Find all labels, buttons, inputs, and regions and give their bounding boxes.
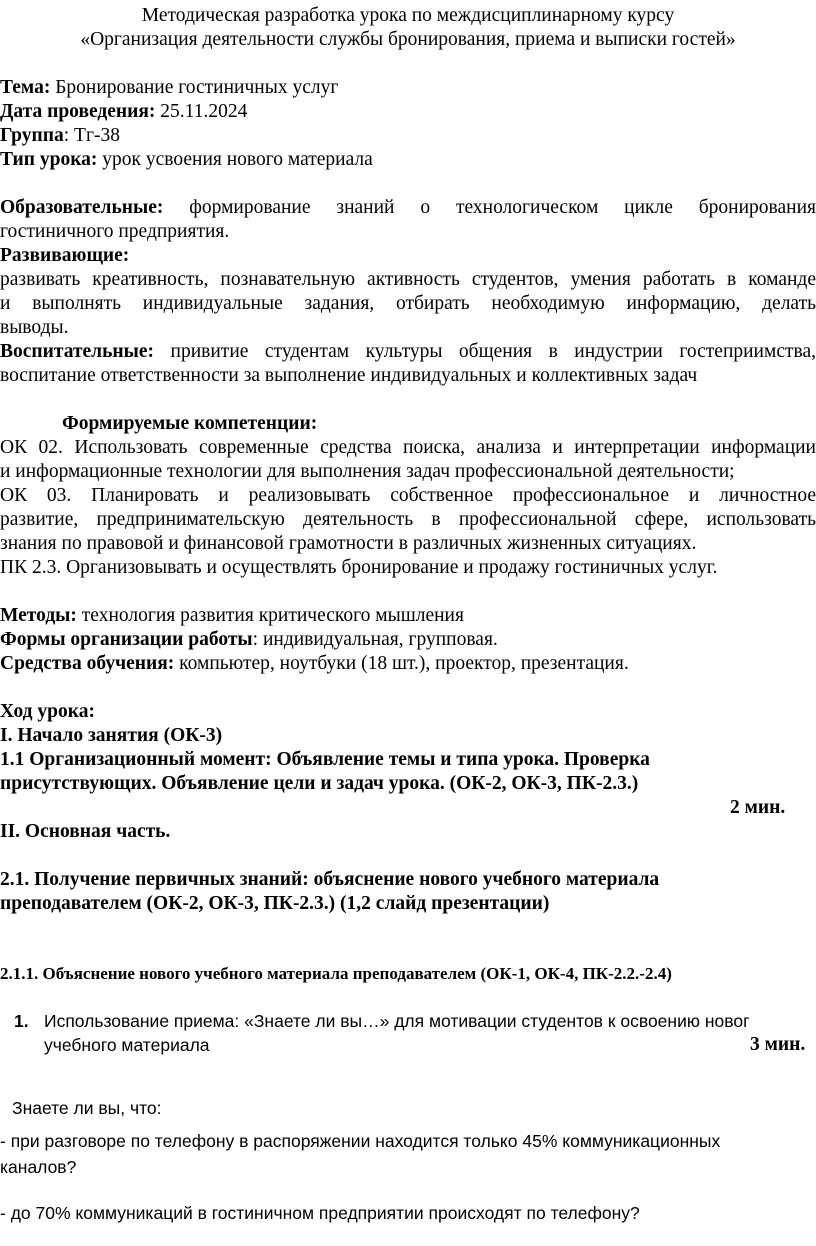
- group-line: [0, 124, 120, 148]
- topic-line: [0, 76, 338, 100]
- ok03-line-2: развитие, предпринимательскую деятельность в профессиональной сфере, использовать: [0, 509, 816, 530]
- section-2-1-line-2: преподавателем (ОК-2, ОК-3, ПК-2.3.) (1,2 слайд презентации): [0, 893, 550, 914]
- ok03-line-1: ОК 03. Планировать и реализовывать собственное профессиональное и личностное: [0, 485, 816, 506]
- group-value: : Тг-38: [63, 125, 120, 146]
- lesson-type-value: урок усвоения нового материала: [97, 149, 373, 170]
- fact-1-line-2: каналов?: [0, 1157, 77, 1177]
- dev-goal-line-3: выводы.: [0, 317, 69, 338]
- ok02-line-2: и информационные технологии для выполнения задач профессиональной деятельности;: [0, 461, 735, 482]
- section-1-1-line-1: 1.1 Организационный момент: Объявление темы и типа урока. Проверка: [0, 749, 650, 770]
- section-2-1-line-1: 2.1. Получение первичных знаний: объяснение нового учебного материала: [0, 869, 660, 890]
- lesson-type-line: [0, 148, 373, 172]
- topic-value: Бронирование гостиничных услуг: [50, 77, 339, 98]
- ok02-line-1: ОК 02. Использовать современные средства поиска, анализа и интерпретации информации: [0, 437, 816, 458]
- header-line-2: «Организация деятельности службы бронирования, приема и выписки гостей»: [80, 29, 736, 50]
- upb-goal-label: Воспитательные:: [0, 341, 155, 362]
- methods-label: Методы:: [0, 605, 77, 626]
- edu-goal-line-1: Образовательные: формирование знаний о технологическом цикле бронирования: [0, 197, 816, 218]
- group-label: Группа: [0, 125, 64, 146]
- pk23-line: ПК 2.3. Организовывать и осуществлять бронирование и продажу гостиничных услуг.: [0, 557, 718, 578]
- ok03-line-3: знания по правовой и финансовой грамотности в различных жизненных ситуациях.: [0, 533, 697, 554]
- part-1-heading: I. Начало занятия (ОК-3): [0, 725, 223, 746]
- item-1-line-2: учебного материала: [44, 1035, 210, 1055]
- lesson-flow-title: Ход урока:: [0, 701, 95, 722]
- item-1-line-1: Использование приема: «Знаете ли вы…» для мотивации студентов к освоению новог: [44, 1011, 750, 1031]
- item-1-time: 3 мин.: [750, 1034, 806, 1055]
- facts-intro: Знаете ли вы, что:: [12, 1098, 162, 1118]
- date-line: [0, 100, 247, 124]
- fact-2-line: - до 70% коммуникаций в гостиничном предприятии происходят по телефону?: [0, 1203, 640, 1223]
- lesson-type-label: Тип урока:: [0, 149, 98, 170]
- forms-label: Формы организации работы: [0, 629, 253, 650]
- date-value: 25.11.2024: [155, 101, 248, 122]
- dev-goal-line-2: и выполнять индивидуальные задания, отбирать необходимую информацию, делать: [0, 293, 816, 314]
- date-label: Дата проведения:: [0, 101, 156, 122]
- topic-label: Тема:: [0, 77, 51, 98]
- section-1-1-line-2: присутствующих. Объявление цели и задач урока. (ОК-2, ОК-3, ПК-2.3.): [0, 773, 639, 794]
- competencies-title: Формируемые компетенции:: [62, 413, 318, 434]
- methods-line: Методы: технология развития критического мышления: [0, 605, 464, 626]
- dev-goal-label: Развивающие:: [0, 245, 130, 266]
- means-line: Средства обучения: компьютер, ноутбуки (18 шт.), проектор, презентация.: [0, 653, 629, 674]
- edu-goal-label: Образовательные:: [0, 197, 164, 218]
- dev-goal-line-1: развивать креативность, познавательную активность студентов, умения работать в команде: [0, 269, 816, 290]
- upb-goal-line-2: воспитание ответственности за выполнение индивидуальных и коллективных задач: [0, 365, 698, 386]
- section-2-1-1-heading: 2.1.1. Объяснение нового учебного материала преподавателем (ОК-1, ОК-4, ПК-2.2.-2.4): [0, 964, 672, 983]
- item-1-number: 1.: [14, 1011, 29, 1031]
- part-2-heading: II. Основная часть.: [0, 821, 171, 842]
- edu-goal-line-2: гостиничного предприятия.: [0, 221, 230, 242]
- section-1-1-time: 2 мин.: [730, 797, 786, 818]
- forms-line: Формы организации работы: индивидуальная, групповая.: [0, 629, 498, 650]
- header-line-1: Методическая разработка урока по междисциплинарному курсу: [141, 5, 675, 26]
- fact-1-line-1: - при разговоре по телефону в распоряжении находится только 45% коммуникационных: [0, 1131, 721, 1151]
- means-label: Средства обучения:: [0, 653, 175, 674]
- upb-goal-line-1: Воспитательные: привитие студентам культуры общения в индустрии гостеприимства,: [0, 341, 816, 362]
